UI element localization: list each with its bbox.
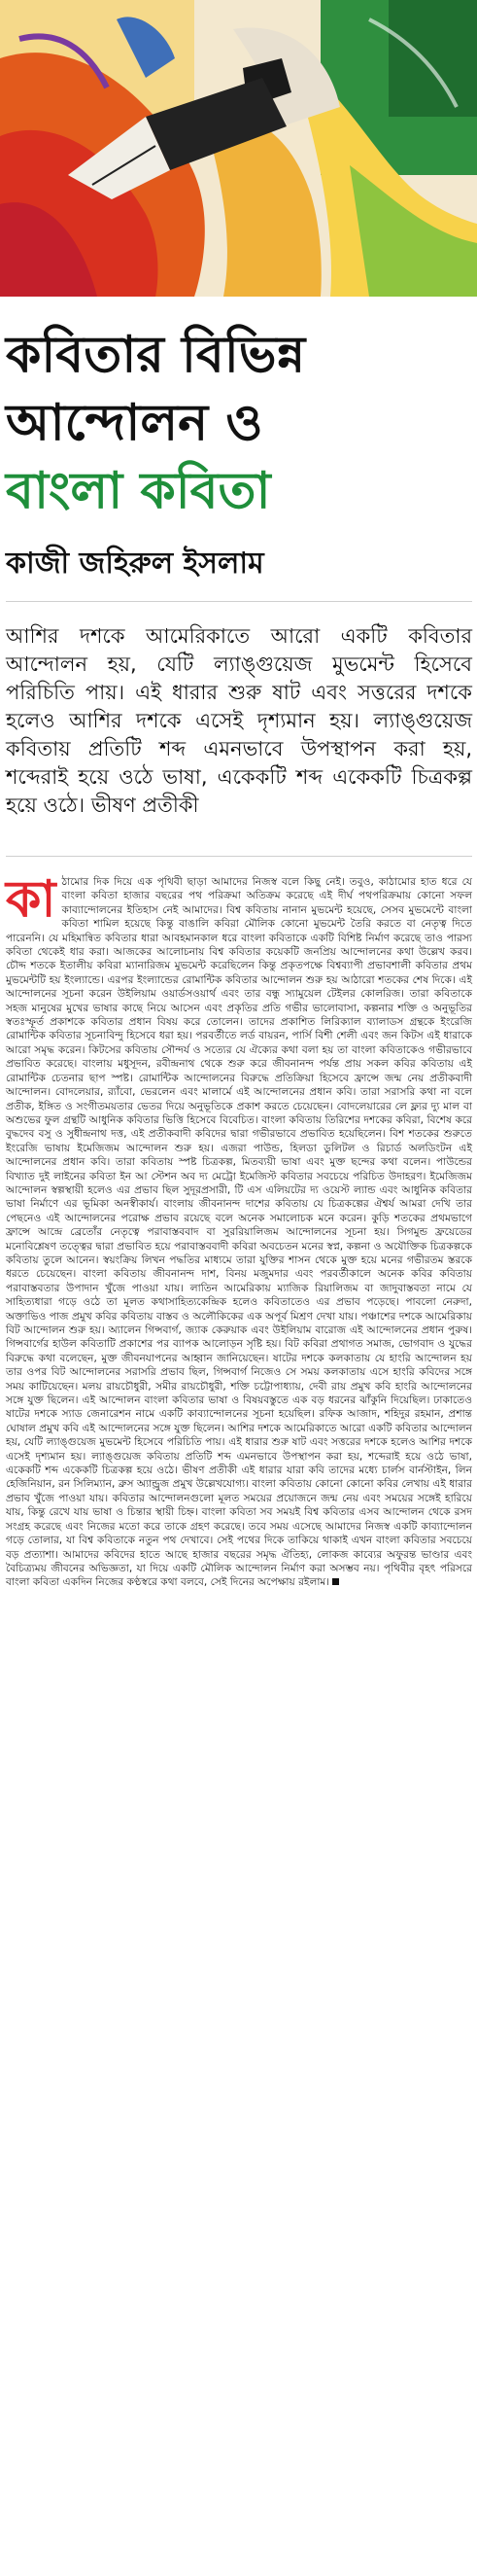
title-line-1: কবিতার বিভিন্ন <box>6 326 306 384</box>
title-line-2: আন্দোলন ও <box>6 394 263 452</box>
drop-cap: কা <box>6 870 56 929</box>
body-text: ঠামোর দিক দিয়ে এক পৃথিবী ছাড়া আমাদের নিজস্ব বলে কিছু নেই। তবুও, কাঠামোর হাত ধরে যে বাংলা কবিতা হাজার বছরের পথ পরিক্রমা অতিক্রম করেছে এই দীর্ঘ পথপরিক্রমায় কোনো সফল কাব্যান্দোলনের ইতিহাস নেই আমাদের। বিশ্ব কবিতায় নানান মুভমেন্ট হয়েছে, সেসব মুভমেন্টে বাংলা কবিতা শামিল হয়েছে কিন্তু বাঙালি কবিরা মৌলিক কোনো মুভমেন্ট তৈরি করতে বা নেতৃত্ব দিতে পারেননি। যে মহিমান্বিত কবিতার ধারা আবহমানকাল ধরে বাংলা কবিতাকে একটি বিশিষ্ট নির্মাণ করেছে তাও পারস্য কবিতা থেকেই ধার করা। আজকের আলোচনায় বিশ্ব কবিতার কয়েকটি জনপ্রিয় আন্দোলনের কথা উল্লেখ করব। চৌদ্দ শতকে ইতালীয় কবিরা ম্যানারিজম মুভমেন্ট করেছিলেন কিন্তু প্রকৃতপক্ষে বিশ্বব্যাপী প্রভাবশালী কবিতার প্রথম মুভমেন্টটি হয় ইংল্যান্ডে। এরপর ইংল্যান্ডের রোমান্টিক কবিতার আন্দোলন শুরু হয় আঠারো শতকের শেষ দিকে। এই আন্দোলনের সূচনা করেন উইলিয়াম ওয়ার্ডসওয়ার্থ এবং তার বন্ধু স্যামুয়েল টেইলর কোলরিজ। তারা কবিতাকে সহজ মানুষের মুখের ভাষার কাছে নিয়ে আসেন এবং প্রকৃতির প্রতি গভীর ভালোবাসা, কল্পনার শক্তি ও অনুভূতির স্বতঃস্ফূর্ত প্রকাশকে কবিতার প্রধান বিষয় করে তোলেন। তাদের প্রকাশিত লিরিক্যাল ব্যালাডস গ্রন্থকে ইংরেজি রোমান্টিক কবিতার সূচনাবিন্দু হিসেবে ধরা হয়। পরবর্তীতে লর্ড বায়রন, পার্সি বিশী শেলী এবং জন কিটস এই ধারাকে আরো সমৃদ্ধ করেন। কিটসের কবিতায় সৌন্দর্য ও সত্যের যে ঐক্যের কথা বলা হয় তা বাংলা কবিতাকেও গভীরভাবে প্রভাবিত করেছে। বাংলায় মধুসূদন, রবীন্দ্রনাথ থেকে শুরু করে জীবনানন্দ পর্যন্ত প্রায় সকল কবির কবিতায় এই রোমান্টিক চেতনার ছাপ স্পষ্ট। রোমান্টিক আন্দোলনের বিরুদ্ধে প্রতিক্রিয়া হিসেবে ফ্রান্সে জন্ম নেয় প্রতীকবাদী আন্দোলন। বোদলেয়ার, র‍্যাঁবো, ভেরলেন এবং মালার্মে এই আন্দোলনের প্রধান কবি। তারা সরাসরি কথা না বলে প্রতীক, ইঙ্গিত ও সংগীতময়তার ভেতর দিয়ে অনুভূতিকে প্রকাশ করতে চেয়েছেন। বোদলেয়ারের লে ফ্ল্যর দ্যু মাল বা অশুভের ফুল গ্রন্থটি আধুনিক কবিতার ভিত্তি হিসেবে বিবেচিত। বাংলা কবিতায় তিরিশের দশকের কবিরা, বিশেষ করে বুদ্ধদেব বসু ও সুধীন্দ্রনাথ দত্ত, এই প্রতীকবাদী কবিদের দ্বারা গভীরভাবে প্রভাবিত হয়েছিলেন। বিশ শতকের শুরুতে ইংরেজি ভাষায় ইমেজিজম আন্দোলন শুরু হয়। এজরা পাউন্ড, হিলডা ডুলিটল ও রিচার্ড অলডিংটন এই আন্দোলনের প্রধান কবি। তারা কবিতায় স্পষ্ট চিত্রকল্প, মিতব্যয়ী ভাষা এবং মুক্ত ছন্দের কথা বলেন। পাউন্ডের বিখ্যাত দুই লাইনের কবিতা ইন আ স্টেশন অব দ্য মেট্রো ইমেজিস্ট কবিতার সবচেয়ে পরিচিত উদাহরণ। ইমেজিজম আন্দোলন স্বল্পস্থায়ী হলেও এর প্রভাব ছিল সুদূরপ্রসারী, টি এস এলিয়টের দ্য ওয়েস্ট ল্যান্ড এবং আধুনিক কবিতার ভাষা নির্মাণে এর ভূমিকা অনস্বীকার্য। বাংলায় জীবনানন্দ দাশের কবিতায় যে চিত্রকল্পের ঐশ্বর্য আমরা দেখি তার পেছনেও এই আন্দোলনের পরোক্ষ প্রভাব রয়েছে বলে অনেক সমালোচক মনে করেন। কুড়ি শতকের প্রথমভাগে ফ্রান্সে আন্দ্রে ব্রেতোঁর নেতৃত্বে পরাবাস্তববাদ বা সুররিয়ালিজম আন্দোলনের সূচনা হয়। সিগমুন্ড ফ্রয়েডের মনোবিশ্লেষণ তত্ত্বের দ্বারা প্রভাবিত হয়ে পরাবাস্তববাদী কবিরা অবচেতন মনের স্বপ্ন, কল্পনা ও অযৌক্তিক চিত্রকল্পকে কবিতায় তুলে আনেন। স্বয়ংক্রিয় লিখন পদ্ধতির মাধ্যমে তারা যুক্তির শাসন থেকে মুক্ত হয়ে মনের গভীরতম স্তরকে ধরতে চেয়েছেন। বাংলা কবিতায় জীবনানন্দ দাশ, বিনয় মজুমদার এবং পরবর্তীকালে অনেক কবির কবিতায় পরাবাস্তবতার উপাদান খুঁজে পাওয়া যায়। লাতিন আমেরিকায় ম্যাজিক রিয়ালিজম বা জাদুবাস্তবতা নামে যে সাহিত্যধারা গড়ে ওঠে তা মূলত কথাসাহিত্যকেন্দ্রিক হলেও কবিতাতেও এর প্রভাব পড়েছে। পাবলো নেরুদা, অক্তাভিও পাজ প্রমুখ কবির কবিতায় বাস্তব ও অলৌকিকের এক অপূর্ব মিশ্রণ দেখা যায়। পঞ্চাশের দশকে আমেরিকায় বিট আন্দোলন শুরু হয়। অ্যালেন গিন্সবার্গ, জ্যাক কেরুয়াক এবং উইলিয়াম বারোজ এই আন্দোলনের প্রধান পুরুষ। গিন্সবার্গের হাউল কবিতাটি প্রকাশের পর ব্যাপক আলোড়ন সৃষ্টি হয়। বিট কবিরা প্রথাগত সমাজ, ভোগবাদ ও যুদ্ধের বিরুদ্ধে কথা বলেছেন, মুক্ত জীবনযাপনের আহ্বান জানিয়েছেন। ষাটের দশকে কলকাতায় যে হাংরি আন্দোলন হয় তার ওপর বিট আন্দোলনের সরাসরি প্রভাব ছিল, গিন্সবার্গ নিজেও সে সময় কলকাতায় এসে হাংরি কবিদের সঙ্গে সময় কাটিয়েছেন। মলয় রায়চৌধুরী, সমীর রায়চৌধুরী, শক্তি চট্টোপাধ্যায়, দেবী রায় প্রমুখ কবি হাংরি আন্দোলনের সঙ্গে যুক্ত ছিলেন। এই আন্দোলন বাংলা কবিতার ভাষা ও বিষয়বস্তুতে এক বড় ধরনের ঝাঁকুনি দিয়েছিল। ঢাকাতেও ষাটের দশকে স্যাড জেনারেশন নামে একটি কাব্যান্দোলনের সূচনা হয়েছিল। রফিক আজাদ, শহিদুর রহমান, প্রশান্ত ঘোষাল প্রমুখ কবি এই আন্দোলনের সঙ্গে যুক্ত ছিলেন। আশির দশকে আমেরিকাতে আরো একটি কবিতার আন্দোলন হয়, যেটি ল্যাঙ্গুয়েজ মুভমেন্ট হিসেবে পরিচিতি পায়। এই ধারার শুরু ষাট এবং সত্তরের দশকে হলেও আশির দশকে এসেই দৃশ্যমান হয়। ল্যাঙ্গুয়েজ কবিতায় প্রতিটি শব্দ এমনভাবে উপস্থাপন করা হয়, শব্দেরাই হয়ে ওঠে ভাষা, একেকটি শব্দ একেকটি চিত্রকল্প হয়ে ওঠে। ভীষণ প্রতীকী এই ধারার যারা কবি তাদের মধ্যে চার্লস বার্নস্টাইন, লিন হেজিনিয়ান, রন সিলিম্যান, ব্রুস অ্যান্ড্রুজ প্রমুখ উল্লেখযোগ্য। বাংলা কবিতায় কোনো কোনো কবির লেখায় এই ধারার প্রভাব খুঁজে পাওয়া যায়। কবিতার আন্দোলনগুলো মূলত সময়ের প্রয়োজনে জন্ম নেয় এবং সময়ের সঙ্গেই হারিয়ে যায়, কিন্তু রেখে যায় ভাষা ও চিন্তার স্থায়ী চিহ্ন। বাংলা কবিতা সব সময়ই বিশ্ব কবিতার এসব আন্দোলন থেকে রসদ সংগ্রহ করেছে এবং নিজের মতো করে তাকে গ্রহণ করেছে। তবে সময় এসেছে আমাদের নিজস্ব একটি কাব্যান্দোলন গড়ে তোলার, যা বিশ্ব কবিতাকে নতুন পথ দেখাবে। সেই পথের দিকে তাকিয়ে থাকাই এখন বাংলা কবিতার সবচেয়ে বড় প্রত্যাশা। আমাদের কবিদের হাতে আছে হাজার বছরের সমৃদ্ধ ঐতিহ্য, লোকজ কাব্যের অফুরন্ত ভাণ্ডার এবং বৈচিত্র্যময় জীবনের অভিজ্ঞতা, যা দিয়ে একটি মৌলিক আন্দোলন নির্মাণ করা অসম্ভব নয়। পৃথিবীর বৃহৎ পরিসরে বাংলা কবিতা একদিন নিজের কণ্ঠস্বরে কথা বলবে, সেই দিনের অপেক্ষায় রইলাম। <box>6 876 472 1589</box>
author-name: কাজী জহিরুল ইসলাম <box>6 547 264 581</box>
divider-bottom <box>6 856 472 857</box>
hero-image <box>0 0 477 297</box>
painted-pen-nib-illustration <box>0 0 477 297</box>
article-body <box>6 870 472 1590</box>
lead-paragraph: আশির দশকে আমেরিকাতে আরো একটি কবিতার আন্দোলন হয়, যেটি ল্যাঙ্গুয়েজ মুভমেন্ট হিসেবে পরিচিতি পায়। এই ধারার শুরু ষাট এবং সত্তরের দশকে হলেও আশির দশকে এসেই দৃশ্যমান হয়। ল্যাঙ্গুয়েজ কবিতায় প্রতিটি শব্দ এমনভাবে উপস্থাপন করা হয়, শব্দেরাই হয়ে ওঠে ভাষা, একেকটি শব্দ একেকটি চিত্রকল্প হয়ে ওঠে। ভীষণ প্রতীকী <box>6 624 472 817</box>
divider-top <box>6 601 472 602</box>
title-line-3: বাংলা কবিতা <box>6 462 271 520</box>
end-mark-icon <box>332 1578 339 1585</box>
article-title <box>6 321 472 525</box>
